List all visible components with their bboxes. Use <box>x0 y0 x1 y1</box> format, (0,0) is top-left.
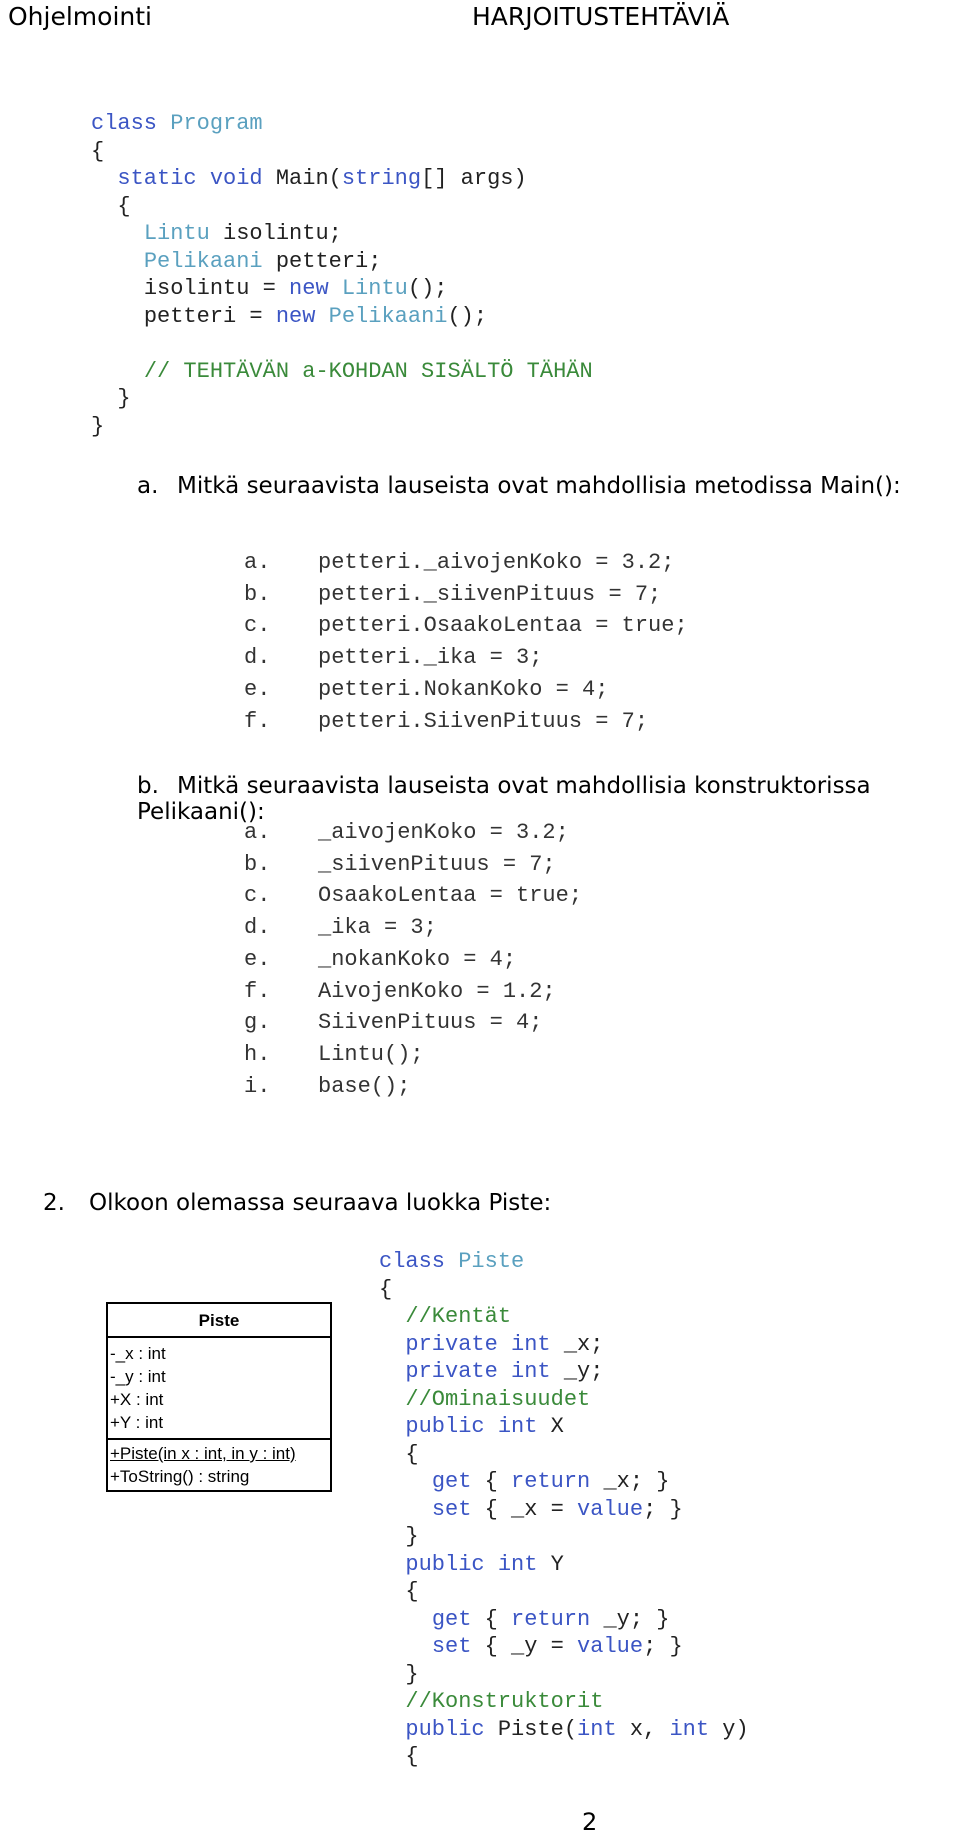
option-code: SiivenPituus = 4; <box>318 1010 543 1036</box>
code-keyword: set <box>431 1496 472 1522</box>
option-letter: b. <box>244 851 271 877</box>
code-type: Program <box>170 111 263 136</box>
option-row <box>244 547 688 579</box>
question-a-options <box>244 547 688 737</box>
code-type: Piste <box>458 1249 525 1274</box>
code-text: } <box>91 413 105 439</box>
code-text: { <box>405 1579 419 1604</box>
option-letter: h. <box>244 1041 271 1067</box>
code-text: ; } <box>643 1634 683 1659</box>
header-right: HARJOITUSTEHTÄVIÄ <box>472 2 730 31</box>
code-keyword: void <box>209 166 263 191</box>
code-text: (); <box>447 303 488 329</box>
question-b-label: b. <box>137 773 159 799</box>
code-block-piste <box>379 1248 749 1771</box>
code-keyword: int <box>511 1359 551 1384</box>
section-2-number: 2. <box>43 1190 65 1216</box>
option-row <box>244 817 582 849</box>
uml-operations <box>108 1438 330 1490</box>
code-text: } <box>117 386 131 411</box>
question-a-text: Mitkä seuraavista lauseista ovat mahdollisia metodissa Main(): <box>177 473 901 499</box>
code-keyword: get <box>431 1469 472 1494</box>
code-type: Pelikaani <box>143 248 263 274</box>
code-text: _y; <box>550 1359 604 1384</box>
code-text: { _y = <box>471 1634 578 1659</box>
option-letter: f. <box>244 708 271 734</box>
code-text: _x; <box>550 1331 604 1357</box>
question-a <box>137 473 901 499</box>
code-text: [] args) <box>421 166 527 191</box>
code-text: { <box>379 1276 393 1302</box>
option-letter: a. <box>244 820 271 845</box>
uml-attribute: +X : int <box>110 1390 164 1409</box>
code-text: { <box>471 1606 512 1632</box>
code-text: _y; } <box>590 1606 670 1632</box>
option-code: petteri._ika = 3; <box>318 645 543 671</box>
code-type: Lintu <box>143 221 210 246</box>
code-type: Pelikaani <box>328 303 448 329</box>
code-block-program <box>91 110 593 440</box>
option-row <box>244 1007 582 1039</box>
code-text: { <box>91 138 105 164</box>
option-letter: a. <box>244 550 271 575</box>
code-comment: //Konstruktorit <box>405 1689 604 1714</box>
option-row <box>244 1039 582 1071</box>
code-keyword: int <box>497 1551 538 1577</box>
option-row <box>244 880 582 912</box>
code-keyword: return <box>511 1606 591 1632</box>
code-keyword: int <box>577 1716 617 1742</box>
code-text: petteri = <box>143 303 276 329</box>
code-type: Lintu <box>341 276 408 301</box>
option-letter: d. <box>244 915 271 941</box>
option-code: AivojenKoko = 1.2; <box>318 978 556 1004</box>
code-text: } <box>405 1524 419 1549</box>
option-code: _ika = 3; <box>318 915 437 941</box>
option-code: base(); <box>318 1073 411 1099</box>
code-text: } <box>405 1661 419 1687</box>
option-code: petteri.SiivenPituus = 7; <box>318 708 649 734</box>
option-code: _siivenPituus = 7; <box>318 851 556 877</box>
code-text: Piste( <box>484 1716 578 1742</box>
code-keyword: class <box>379 1249 446 1274</box>
question-b-text: Mitkä seuraavista lauseista ovat mahdollisia konstruktorissa Pelikaani(): <box>137 773 871 825</box>
code-text: { <box>405 1744 419 1769</box>
uml-class-name: Piste <box>108 1304 330 1338</box>
section-2-heading <box>43 1190 551 1216</box>
option-code: Lintu(); <box>318 1041 424 1067</box>
option-letter: c. <box>244 883 271 909</box>
option-code: petteri._siivenPituus = 7; <box>318 581 662 607</box>
uml-attribute: -_x : int <box>110 1344 166 1363</box>
code-keyword: private <box>405 1359 498 1384</box>
code-keyword: class <box>91 111 158 136</box>
option-code: petteri.OsaakoLentaa = true; <box>318 613 688 639</box>
section-2-text: Olkoon olemassa seuraava luokka Piste: <box>89 1190 552 1216</box>
option-letter: c. <box>244 613 271 639</box>
code-text: isolintu = <box>143 276 290 301</box>
code-text: X <box>537 1414 564 1439</box>
option-row <box>244 849 582 881</box>
option-row <box>244 579 688 611</box>
option-row <box>244 912 582 944</box>
code-keyword: get <box>431 1606 472 1632</box>
code-keyword: public <box>405 1414 485 1439</box>
option-letter: d. <box>244 645 271 671</box>
uml-class-diagram <box>106 1302 332 1492</box>
code-text: isolintu; <box>209 221 342 246</box>
option-row <box>244 976 582 1008</box>
uml-attribute: +Y : int <box>110 1413 164 1432</box>
uml-attribute: -_y : int <box>110 1367 166 1386</box>
option-code: petteri._aivojenKoko = 3.2; <box>318 550 675 575</box>
code-keyword: public <box>405 1716 485 1742</box>
code-text: (); <box>407 276 448 301</box>
code-text: Main( <box>275 166 342 191</box>
code-keyword: int <box>511 1331 551 1357</box>
uml-operation: +Piste(in x : int, in y : int) <box>110 1444 296 1463</box>
option-code: OsaakoLentaa = true; <box>318 883 583 909</box>
code-comment: // TEHTÄVÄN a-KOHDAN SISÄLTÖ TÄHÄN <box>143 358 593 384</box>
option-code: _nokanKoko = 4; <box>318 946 517 972</box>
code-text: _x; } <box>590 1469 670 1494</box>
uml-operation: +ToString() : string <box>110 1467 250 1486</box>
option-letter: i. <box>244 1073 271 1099</box>
option-letter: e. <box>244 946 271 972</box>
page-number: 2 <box>582 1808 598 1836</box>
code-comment: //Kentät <box>405 1304 512 1329</box>
code-text: petteri; <box>262 248 382 274</box>
option-code: _aivojenKoko = 3.2; <box>318 820 569 845</box>
uml-attributes <box>108 1338 330 1438</box>
option-row <box>244 674 688 706</box>
question-a-label: a. <box>137 473 159 499</box>
option-row <box>244 642 688 674</box>
code-keyword: public <box>405 1551 485 1577</box>
code-keyword: string <box>341 166 422 191</box>
option-letter: b. <box>244 581 271 607</box>
code-keyword: new <box>289 276 329 301</box>
code-keyword: static <box>117 166 197 191</box>
code-keyword: value <box>577 1634 644 1659</box>
code-text: Y <box>537 1551 564 1577</box>
option-row <box>244 706 688 738</box>
code-text: x, <box>616 1716 670 1742</box>
option-letter: f. <box>244 978 271 1004</box>
option-row <box>244 610 688 642</box>
code-text: { <box>117 193 131 219</box>
code-text: { <box>471 1469 512 1494</box>
code-keyword: int <box>497 1414 538 1439</box>
option-letter: g. <box>244 1010 271 1036</box>
header-left: Ohjelmointi <box>8 2 152 31</box>
code-keyword: int <box>669 1716 710 1742</box>
option-code: petteri.NokanKoko = 4; <box>318 676 609 702</box>
code-comment: //Ominaisuudet <box>405 1386 591 1412</box>
option-row <box>244 1071 582 1103</box>
code-text: y) <box>709 1716 749 1742</box>
code-text: ; } <box>643 1496 683 1522</box>
question-b-options <box>244 817 582 1102</box>
code-keyword: private <box>405 1331 498 1357</box>
code-text: { _x = <box>471 1496 578 1522</box>
code-keyword: set <box>431 1634 472 1659</box>
option-row <box>244 944 582 976</box>
code-keyword: new <box>275 303 316 329</box>
option-letter: e. <box>244 676 271 702</box>
code-text: { <box>405 1441 419 1467</box>
code-keyword: return <box>511 1469 591 1494</box>
code-keyword: value <box>577 1496 644 1522</box>
